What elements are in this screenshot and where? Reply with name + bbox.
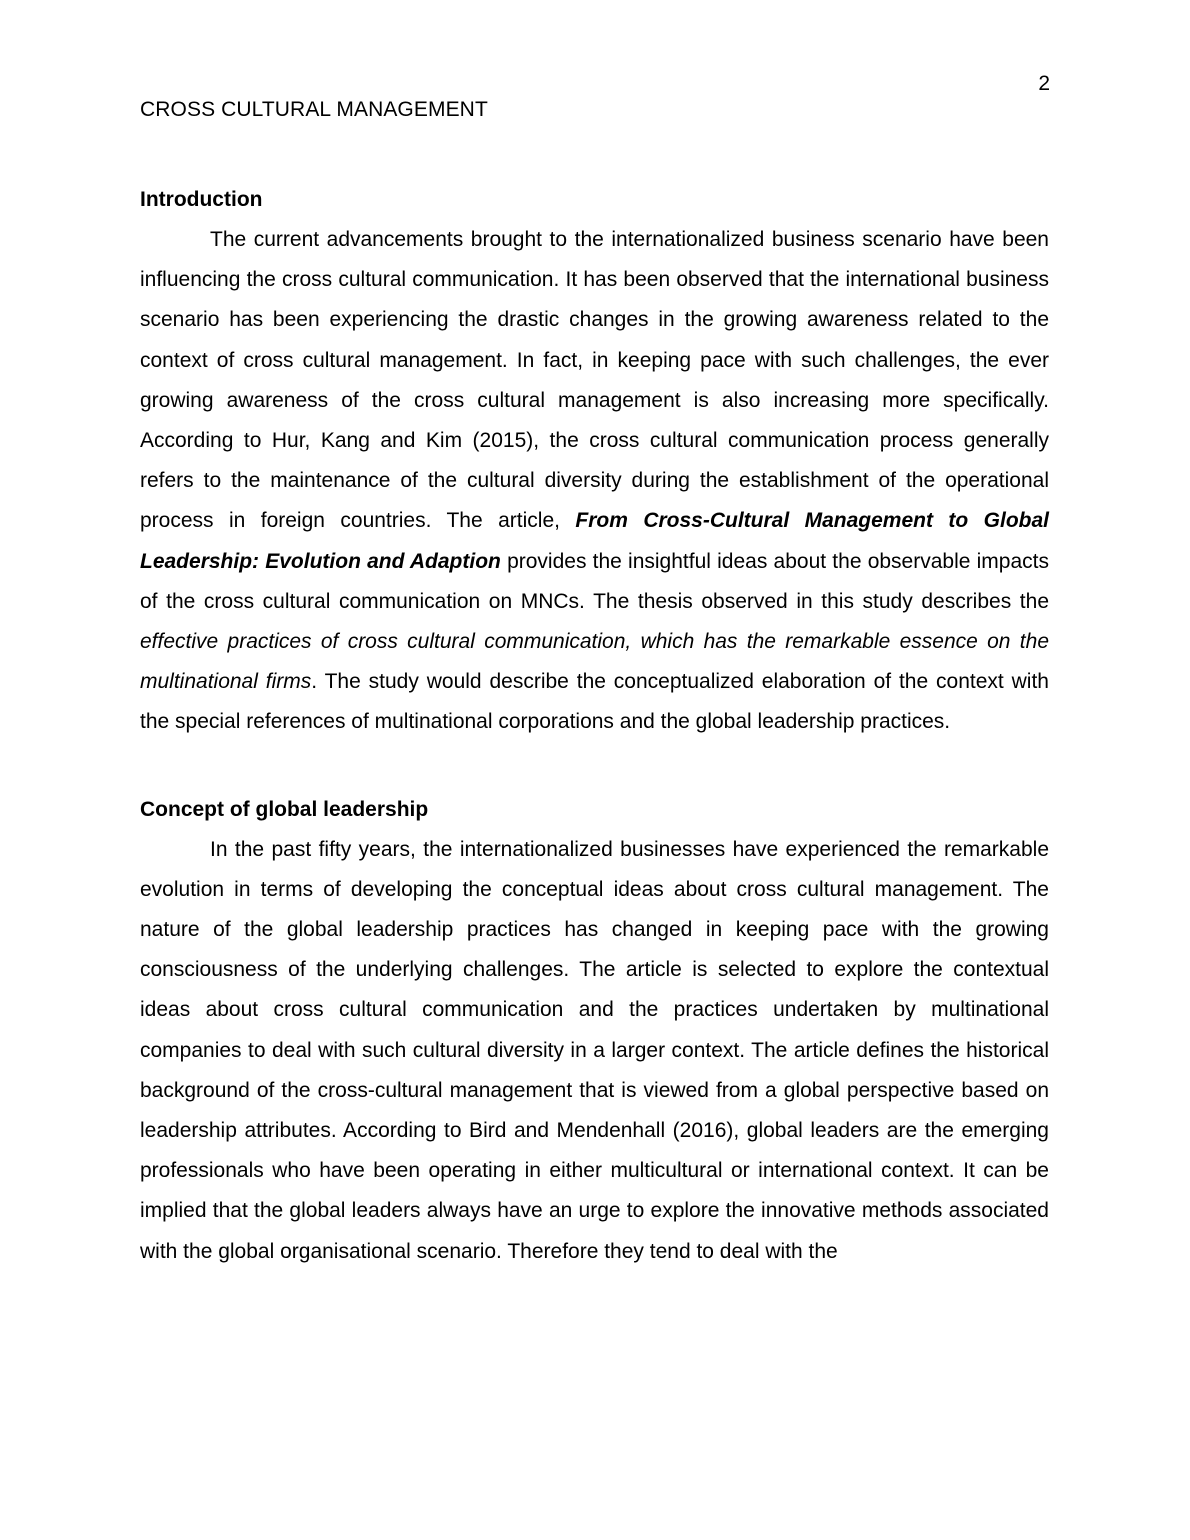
document-body — [140, 180, 1049, 1272]
intro-text-part3: . The study would describe the conceptualized elaboration of the context with the special references of multinational corporations and the global leadership practices. — [140, 670, 1049, 734]
intro-text-part2: provides the insightful ideas about the observable impacts of the cross cultural communication on MNCs. The thesis observed in this study describes the — [140, 549, 1049, 613]
section-heading-global-leadership: Concept of global leadership — [140, 797, 429, 821]
article-title: From Cross-Cultural Management to Global Leadership: Evolution and Adaption — [140, 509, 1049, 573]
page-number: 2 — [1038, 72, 1050, 95]
section-heading-introduction: Introduction — [140, 188, 263, 211]
introduction-paragraph — [140, 220, 1049, 743]
thesis-statement: effective practices of cross cultural communication, which has the remarkable essence on the multinational firms — [140, 630, 1049, 694]
intro-text-part1: The current advancements brought to the internationalized business scenario have been influencing the cross cultural communication. It has been observed that the international business scenario has been experiencing the drastic changes in the growing awareness related to the context of cross cultural management. In fact, in keeping pace with such challenges, the ever growing awareness of the cross cultural management is also increasing more specifically. According to Hur, Kang and Kim (2015), the cross cultural communication process generally refers to the maintenance of the cultural diversity during the establishment of the operational process in foreign countries. The article, — [140, 228, 1049, 533]
section-spacer — [140, 743, 1049, 790]
global-leadership-paragraph: In the past fifty years, the internationalized businesses have experienced the remarkable evolution in terms of developing the conceptual ideas about cross cultural management. The nature of the global leadership practices has changed in keeping pace with the growing consciousness of the underlying challenges. The article is selected to explore the contextual ideas about cross cultural communication and the practices undertaken by multinational companies to deal with such cultural diversity in a larger context. The article defines the historical background of the cross-cultural management that is viewed from a global perspective based on leadership attributes. According to Bird and Mendenhall (2016), global leaders are the emerging professionals who have been operating in either multicultural or international context. It can be implied that the global leaders always have an urge to explore the innovative methods associated with the global organisational scenario. Therefore they tend to deal with the — [140, 837, 1049, 1263]
running-head: CROSS CULTURAL MANAGEMENT — [140, 98, 488, 121]
